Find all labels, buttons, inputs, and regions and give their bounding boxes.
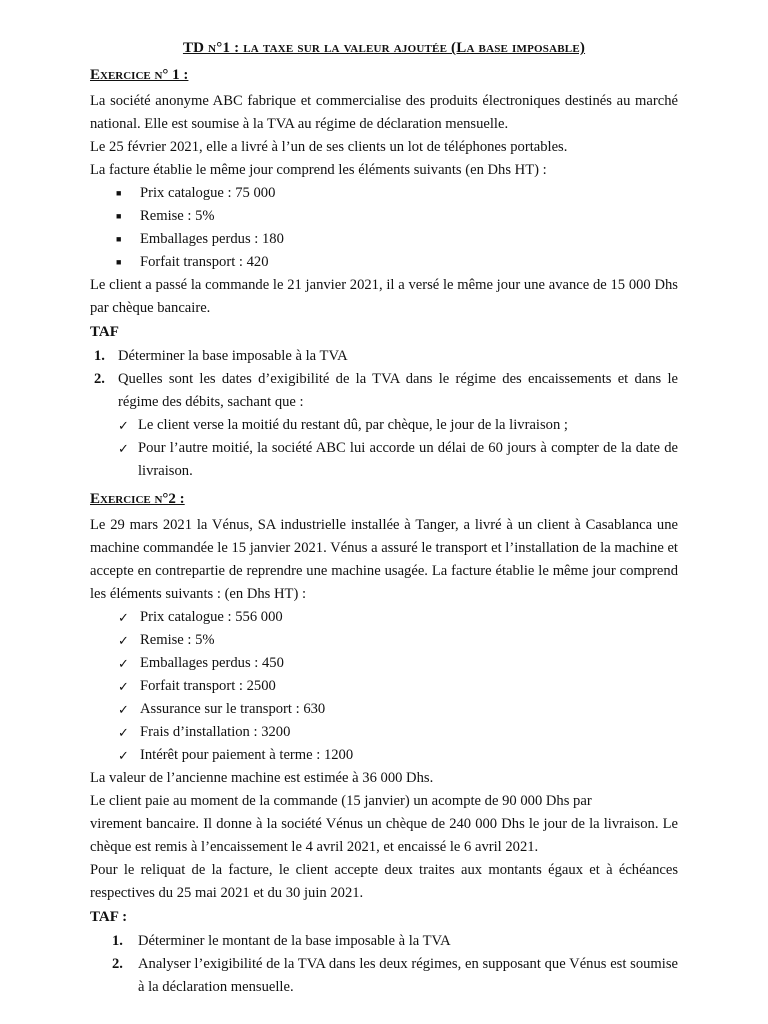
ex2-paragraph: Le 29 mars 2021 la Vénus, SA industrielle installée à Tanger, a livré à un client à Casablanca une machine commandée le 15 janvier 2021. Vénus a assuré le transport et l’installation de la machine et accepte en contrepartie de reprendre une machine usagée. La facture établie le même jour comprend les éléments suivants : (en Dhs HT) : bbox=[90, 517, 678, 602]
list-item: 2. Quelles sont les dates d’exigibilité de la TVA dans le régime des encaissements et dans le régime des débits, sachant que : bbox=[94, 371, 678, 410]
list-item: ✓ Pour l’autre moitié, la société ABC lui accorde un délai de 60 jours à compter de la date de livraison. bbox=[90, 437, 678, 483]
ex2-paragraph: Pour le reliquat de la facture, le client accepte deux traites aux montants égaux et à échéances respectives du 25 mai 2021 et du 30 juin 2021. bbox=[90, 862, 678, 901]
list-item: ✓ Intérêt pour paiement à terme : 1200 bbox=[90, 744, 678, 767]
page-title: TD n°1 : la taxe sur la valeur ajoutée (La base imposable) bbox=[182, 40, 586, 56]
ex1-paragraph: Le 25 février 2021, elle a livré à l’un de ses clients un lot de téléphones portables. bbox=[90, 139, 568, 155]
list-item: ■ Remise : 5% bbox=[90, 205, 678, 228]
list-item: 2. Analyser l’exigibilité de la TVA dans les deux régimes, en supposant que Vénus est soumise à la déclaration mensuelle. bbox=[112, 956, 678, 995]
ex2-taf-heading: TAF : bbox=[90, 909, 128, 925]
check-icon: ✓ bbox=[118, 441, 129, 456]
list-item: 1. Déterminer le montant de la base imposable à la TVA bbox=[112, 933, 451, 949]
ex2-paragraph: virement bancaire. Il donne à la société Vénus un chèque de 240 000 Dhs le jour de la livraison. Le chèque est remis à l’encaissement le 4 avril 2021, et encaissé le 6 avril 2021. bbox=[90, 816, 678, 855]
ex2-invoice-list bbox=[90, 606, 678, 767]
ex1-taf-heading: TAF bbox=[90, 324, 119, 340]
list-item: ✓ Forfait transport : 2500 bbox=[90, 675, 678, 698]
list-item: ✓ Le client verse la moitié du restant dû, par chèque, le jour de la livraison ; bbox=[90, 414, 678, 437]
ex1-invoice-list bbox=[90, 182, 678, 274]
check-icon: ✓ bbox=[118, 748, 129, 763]
list-item: ✓ Prix catalogue : 556 000 bbox=[90, 606, 678, 629]
ex2-paragraph: La valeur de l’ancienne machine est estimée à 36 000 Dhs. bbox=[90, 770, 434, 786]
check-icon: ✓ bbox=[118, 633, 129, 648]
check-icon: ✓ bbox=[118, 656, 129, 671]
check-icon: ✓ bbox=[118, 725, 129, 740]
list-item: ✓ Frais d’installation : 3200 bbox=[90, 721, 678, 744]
ex2-questions bbox=[90, 930, 678, 999]
list-item: ✓ Emballages perdus : 450 bbox=[90, 652, 678, 675]
ex1-paragraph: Le client a passé la commande le 21 janvier 2021, il a versé le même jour une avance de 15 000 Dhs par chèque bancaire. bbox=[90, 277, 678, 316]
ex1-paragraph: La société anonyme ABC fabrique et commercialise des produits électroniques destinés au marché national. Elle est soumise à la TVA au régime de déclaration mensuelle. bbox=[90, 93, 678, 132]
check-icon: ✓ bbox=[118, 610, 129, 625]
list-item: 1. Déterminer la base imposable à la TVA bbox=[94, 348, 348, 364]
square-bullet-icon: ■ bbox=[116, 234, 122, 244]
ex2-paragraph: Le client paie au moment de la commande (15 janvier) un acompte de 90 000 Dhs par bbox=[90, 793, 592, 809]
square-bullet-icon: ■ bbox=[116, 257, 122, 267]
square-bullet-icon: ■ bbox=[116, 211, 122, 221]
square-bullet-icon: ■ bbox=[116, 188, 122, 198]
list-item: ✓ Assurance sur le transport : 630 bbox=[90, 698, 678, 721]
ex1-paragraph: La facture établie le même jour comprend les éléments suivants (en Dhs HT) : bbox=[90, 162, 547, 178]
exercise-2-heading: Exercice n°2 : bbox=[90, 491, 185, 507]
check-icon: ✓ bbox=[118, 679, 129, 694]
list-item: ■ Emballages perdus : 180 bbox=[90, 228, 678, 251]
list-item: ✓ Remise : 5% bbox=[90, 629, 678, 652]
ex1-conditions bbox=[90, 414, 678, 483]
check-icon: ✓ bbox=[118, 418, 129, 433]
ex1-questions bbox=[90, 345, 678, 414]
list-item: ■ Prix catalogue : 75 000 bbox=[90, 182, 678, 205]
check-icon: ✓ bbox=[118, 702, 129, 717]
list-item: ■ Forfait transport : 420 bbox=[90, 251, 678, 274]
exercise-1-heading: Exercice n° 1 : bbox=[90, 67, 189, 83]
